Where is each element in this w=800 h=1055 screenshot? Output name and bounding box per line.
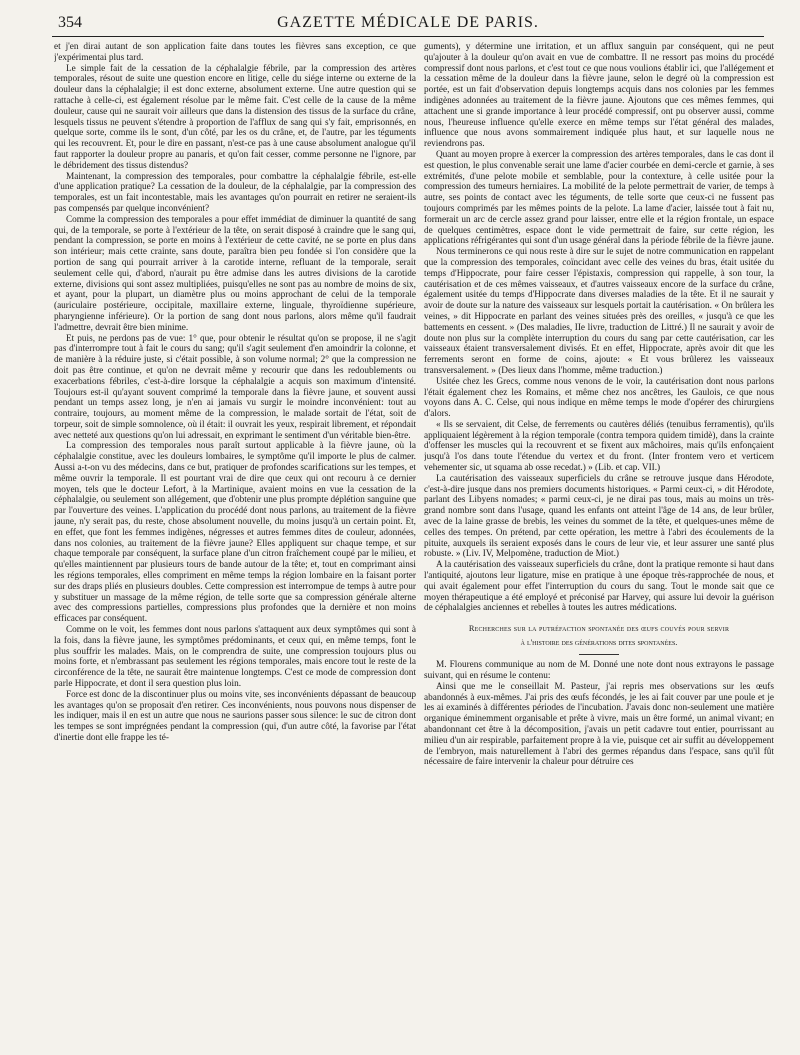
paragraph: Nous terminerons ce qui nous reste à dire sur le sujet de notre communication en rappelant que la compression des temporales, coïncidant avec celle des veines du bras, était usitée du temps d'Hippocrate, pour faire cesser l'épistaxis, compression qui rappelle, à son tour, la cautérisation et de ces mêmes vaisseaux, et d'autres vaisseaux encore de la surface du crâne, également usitée du temps d'Hippocrate dans diverses maladies de la tête. Et il ne saurait y avoir de doute sur la nature des vaisseaux sur lesquels portait la cautérisation. « On brûlera les veines, » dit Hippocrate en parlant des veines situées près des oreilles, « jusqu'à ce que les battements en cessent. » (Des maladies, IIe livre, traduction de Littré.) Il ne saurait y avoir de doute non plus sur la complète interruption du cours du sang par cette cautérisation, car les vaisseaux étaient transversalement divisés. Et en effet, Hippocrate, après avoir dit que les ferrements seront en forme de coins, ajoute: « Et vous brûlerez les vaisseaux transversalement. » (Des lieux dans l'homme, même traduction.) — [424, 247, 774, 376]
paragraph: Maintenant, la compression des temporales, pour combattre la céphalalgie fébrile, est-elle d'une application pratique? La cessation de la douleur, de la céphalalgie, par la compression des temporales, est un fait incontestable, mais les avantages qu'on pourrait en retirer ne seraient-ils pas compensés par quelque inconvénient? — [54, 171, 416, 214]
section-divider — [579, 654, 619, 655]
paragraph: Et puis, ne perdons pas de vue: 1° que, pour obtenir le résultat qu'on se propose, il ne s'agit pas d'interrompre tout à fait le cours du sang; qu'il s'agit seulement d'en amoindrir la colonne, et de manière à la réduire juste, si c'était possible, à son volume normal; 2° que la compression ne doit pas être continue, et qu'on ne devrait même y recourir que dans les redoublements ou exacerbations fébriles, c'est-à-dire lorsque la céphalalgie a acquis son maximum d'intensité. Toujours est-il qu'ayant souvent comprimé la temporale dans la fièvre jaune, et souvent aussi pendant un temps assez long, je n'en ai jamais vu surgir le moindre inconvénient: tout au contraire, toujours, au moment même de la compression, le malade sortait de l'état, soit de torpeur, soit de simple somnolence, où il était: il ouvrait les yeux, respirait librement, et répondait avec netteté aux questions qu'on lui adressait, en exprimant le sentiment d'un véritable bien-être. — [54, 333, 416, 441]
paragraph: A la cautérisation des vaisseaux superficiels du crâne, dont la pratique remonte si haut dans l'antiquité, ajoutons leur ligature, mise en pratique à une époque très-rapprochée de nous, et qui avait également pour effet l'interruption du cours du sang. Tout le monde sait que ce moyen thérapeutique a été employé et préconisé par Harvey, qui assure lui devoir la guérison de céphalalgies anciennes et rebelles à toutes les autres médications. — [424, 560, 774, 614]
paragraph: et j'en dirai autant de son application faite dans toutes les fièvres sans exception, ce que j'expérimentai plus tard. — [54, 42, 416, 63]
left-column — [54, 42, 416, 1047]
paragraph: La cautérisation des vaisseaux superficiels du crâne se retrouve jusque dans Hérodote, c'est-à-dire jusque dans nos premiers documents historiques. « Parmi ceux-ci, » dit Hérodote, parlant des Libyens nomades; « parmi ceux-ci, je ne dirai pas tous, mais au moins un très-grand nombre sont dans l'usage, quand les enfants ont atteint l'âge de 14 ans, de leur brûler, avec de la laine grasse de brebis, les veines du sommet de la tête, et quelques-unes même de celles des tempes. On prétend, par cette opération, les mettre à l'abri des écoulements de la pituite, auxquels ils seraient exposés dans le cours de leur vie, et leur assurer une santé plus robuste. » (Liv. IV, Melpomène, traduction de Miot.) — [424, 473, 774, 560]
paragraph: « Ils se servaient, dit Celse, de ferrements ou cautères déliés (tenuibus ferramentis), qu'ils appliquaient légèrement à la région temporale (contra tempora quidem timidè), dans la crainte d'offenser les muscles qui la recouvrent et se fixent aux mâchoires, mais qu'ils enfonçaient jusqu'à l'os dans toute l'étendue du vertex et du front. (Inter frontem vero et verticem vehementer sic, ut squama ab osse recedat.) » (Lib. et cap. VII.) — [424, 419, 774, 474]
paragraph: Ainsi que me le conseillait M. Pasteur, j'ai repris mes observations sur les œufs abandonnés à eux-mêmes. J'ai pris des œufs fécondés, je les ai fait couver par une poule et je les ai examinés à différentes périodes de l'incubation. J'avais donc non-seulement une matière organique éminemment organisable et prête à vivre, mais un être formé, un animal vivant; en abandonnant cet être à la décomposition, j'avais un petit cadavre tout entier, pourrissant au milieu d'un air respirable, parfaitement propre à la vie, puisque cet air suffit au développement de l'embryon, mais naturellement à l'abri des germes répandus dans l'espace, sans qu'il fût nécessaire de faire intervenir la chaleur pour détruire ces — [424, 681, 774, 768]
page-header — [52, 12, 764, 37]
right-column — [424, 42, 774, 1047]
section-title: Recherches sur la putréfaction spontanée des œufs couvés pour servir — [468, 624, 730, 634]
paragraph: La compression des temporales nous paraît surtout applicable à la fièvre jaune, où la céphalalgie constitue, avec les douleurs lombaires, le symptôme qu'il importe le plus de calmer. Aussi a-t-on vu des médecins, dans ce but, pratiquer de profondes scarifications sur les tempes, et même ouvrir la temporale. Il est pourtant vrai de dire que ceux qui ont recouru à ce dernier moyen, tels que le docteur Lefort, à la Martinique, avaient moins en vue la cessation de la céphalalgie, ou seulement son allégement, que d'obtenir une plus prompte déplétion sanguine que par l'ouverture des veines. L'application du procédé dont nous parlons, au traitement de la fièvre jaune, n'y serait pas, du reste, chose absolument nouvelle, du moins jusqu'à un certain point. Et, en effet, que font les femmes indigènes, négresses et autres femmes dites de couleur, adonnées, dans nos colonies, au traitement de la fièvre jaune? Elles appliquent sur chaque tempe, et sur chaque temporale par conséquent, la surface plane d'un citron fraîchement coupé par le milieu, et qu'elles maintiennent par plusieurs tours de bande autour de la tête; et, tout en comprimant ainsi les régions temporales, elles compriment en même temps la région lombaire en la faisant porter sur des draps pliés en plusieurs doubles. Cette compression est interrompue de temps à autre pour y substituer un massage de la même région, de telle sorte que sa compression générale alterne avec des compressions partielles, compressions plus profondes que la dernière et non moins efficaces par conséquent. — [54, 441, 416, 625]
page-number: 354 — [58, 14, 82, 31]
paragraph: M. Flourens communique au nom de M. Donné une note dont nous extrayons le passage suivant, qui en résume le contenu: — [424, 660, 774, 682]
paragraph: Quant au moyen propre à exercer la compression des artères temporales, dans le cas dont il est question, le plus convenable serait une lame d'acier courbée en demi-cercle et garnie, à ses extrémités, d'une pelote mobile et semblable, pour la contexture, à celle usitée pour la compression des tumeurs herniaires. La mobilité de la pelote permettrait de varier, de temps à autre, ses points de contact avec les téguments, de telle sorte que ceux-ci ne fussent pas toujours comprimés par les mêmes points de la pelote. La lame d'acier, laissée tout à fait nu, formerait un arc de cercle assez grand pour laisser, entre elle et la région frontale, un espace de quelques centimètres, espace dont le vide permettrait de faire, sur cette région, les applications réfrigérantes qui sont d'un usage général dans la période fébrile de la fièvre jaune. — [424, 149, 774, 247]
paragraph: Force est donc de la discontinuer plus ou moins vite, ses inconvénients dépassant de beaucoup les avantages qu'on se proposait d'en retirer. Ces inconvénients, nous pouvons nous dispenser de les indiquer, mais il en est un autre que nous ne saurions passer sous silence: le suc de citron dont les tempes se sont imprégnées pendant la compression (qui, d'un autre côté, la favorise par l'état d'inertie dont elle frappe les té- — [54, 689, 416, 743]
paragraph: guments), y détermine une irritation, et un afflux sanguin par conséquent, qui ne peut qu'ajouter à la douleur qu'on avait en vue de combattre. Il ne ressort pas moins du procédé compressif dont nous parlons, et c'est tout ce que nous voulions établir ici, que l'allégement et la cessation même de la douleur dans la fièvre jaune, selon le degré où la compression est portée, est un fait d'observation depuis longtemps acquis dans nos colonies par les femmes indigènes adonnées au traitement de la fièvre jaune. Ajoutons que ces mêmes femmes, qui attachent une si grande importance à leur procédé compressif, ont pu observer aussi, comme nous, l'heureuse influence qu'elle exerce en même temps sur l'état général des malades, influence que nous avons sommairement indiquée plus haut, et sur laquelle nous ne reviendrons pas. — [424, 42, 774, 150]
paragraph: Comme on le voit, les femmes dont nous parlons s'attaquent aux deux symptômes qui sont à la fois, dans la fièvre jaune, les symptômes prédominants, et ceux qui, en même temps, font le plus souffrir les malades. Mais, on le comprendra de suite, une compression toujours plus ou moins forte, et n'embrassant pas seulement les régions temporales, mais encore tout le reste de la circonférence de la tête, ne saurait être maintenue longtemps. C'est ce mode de compression dont parle Hippocrate, et dont il sera question plus loin. — [54, 625, 416, 690]
section-subtitle: à l'histoire des générations dites spontanées. — [520, 637, 678, 647]
running-title: GAZETTE MÉDICALE DE PARIS. — [277, 14, 539, 31]
paragraph: Comme la compression des temporales a pour effet immédiat de diminuer la quantité de sang qui, de la temporale, se porte à l'extérieur de la tête, on serait disposé à craindre que le sang qui, pendant la compression, se porte en moins à l'extérieur de cette cavité, ne se porte en plus dans son intérieur; mais cette crainte, sans doute, paraîtra bien peu fondée si l'on considère que la portion de sang qui pourrait arriver à la carotide interne, refluant de la temporale, serait seulement celle qui, d'abord, n'aurait pu être admise dans les autres divisions de la carotide externe, divisions qui sont assez multipliées, puisqu'elles ne sont pas au nombre de moins de six, et ayant, pour la plupart, un diamètre plus ou moins approchant de celui de la temporale (auriculaire postérieure, occipitale, maxillaire externe, linguale, thyroïdienne supérieure, pharyngienne inférieure). Or la portion de sang dont nous parlons, alors même qu'il faudrait l'admettre, devrait être bien minime. — [54, 214, 416, 333]
paragraph: Usitée chez les Grecs, comme nous venons de le voir, la cautérisation dont nous parlons l'était également chez les Romains, et même chez nos ancêtres, les Gaulois, ce que nous voyons dans A. C. Celse, qui nous indique en même temps le mode d'opérer des chirurgiens d'alors. — [424, 376, 774, 420]
paragraph: Le simple fait de la cessation de la céphalalgie fébrile, par la compression des artères temporales, résout de suite une question encore en litige, celle du siége interne ou externe de la douleur dans la céphalalgie; il est donc externe, absolument externe. Une autre question qui se rattache à celle-ci, est également résolue par le même fait. C'est celle de la cause de la même douleur, cause qui ne saurait voir ailleurs que dans la distension des tissus de la surface du crâne, lesquels tissus ne peuvent s'étendre à proportion de l'afflux de sang qui s'y fait, emprisonnés, en quelque sorte, comme ils le sont, d'un côté, par les os du crâne, et, de l'autre, par les téguments qui les recouvrent. Et, pour le dire en passant, n'est-ce pas à une cause absolument analogue qu'il faut rapporter la douleur propre au panaris, et qu'on fait cesser, comme personne ne l'ignore, par le débridement des tissus distendus? — [54, 63, 416, 171]
